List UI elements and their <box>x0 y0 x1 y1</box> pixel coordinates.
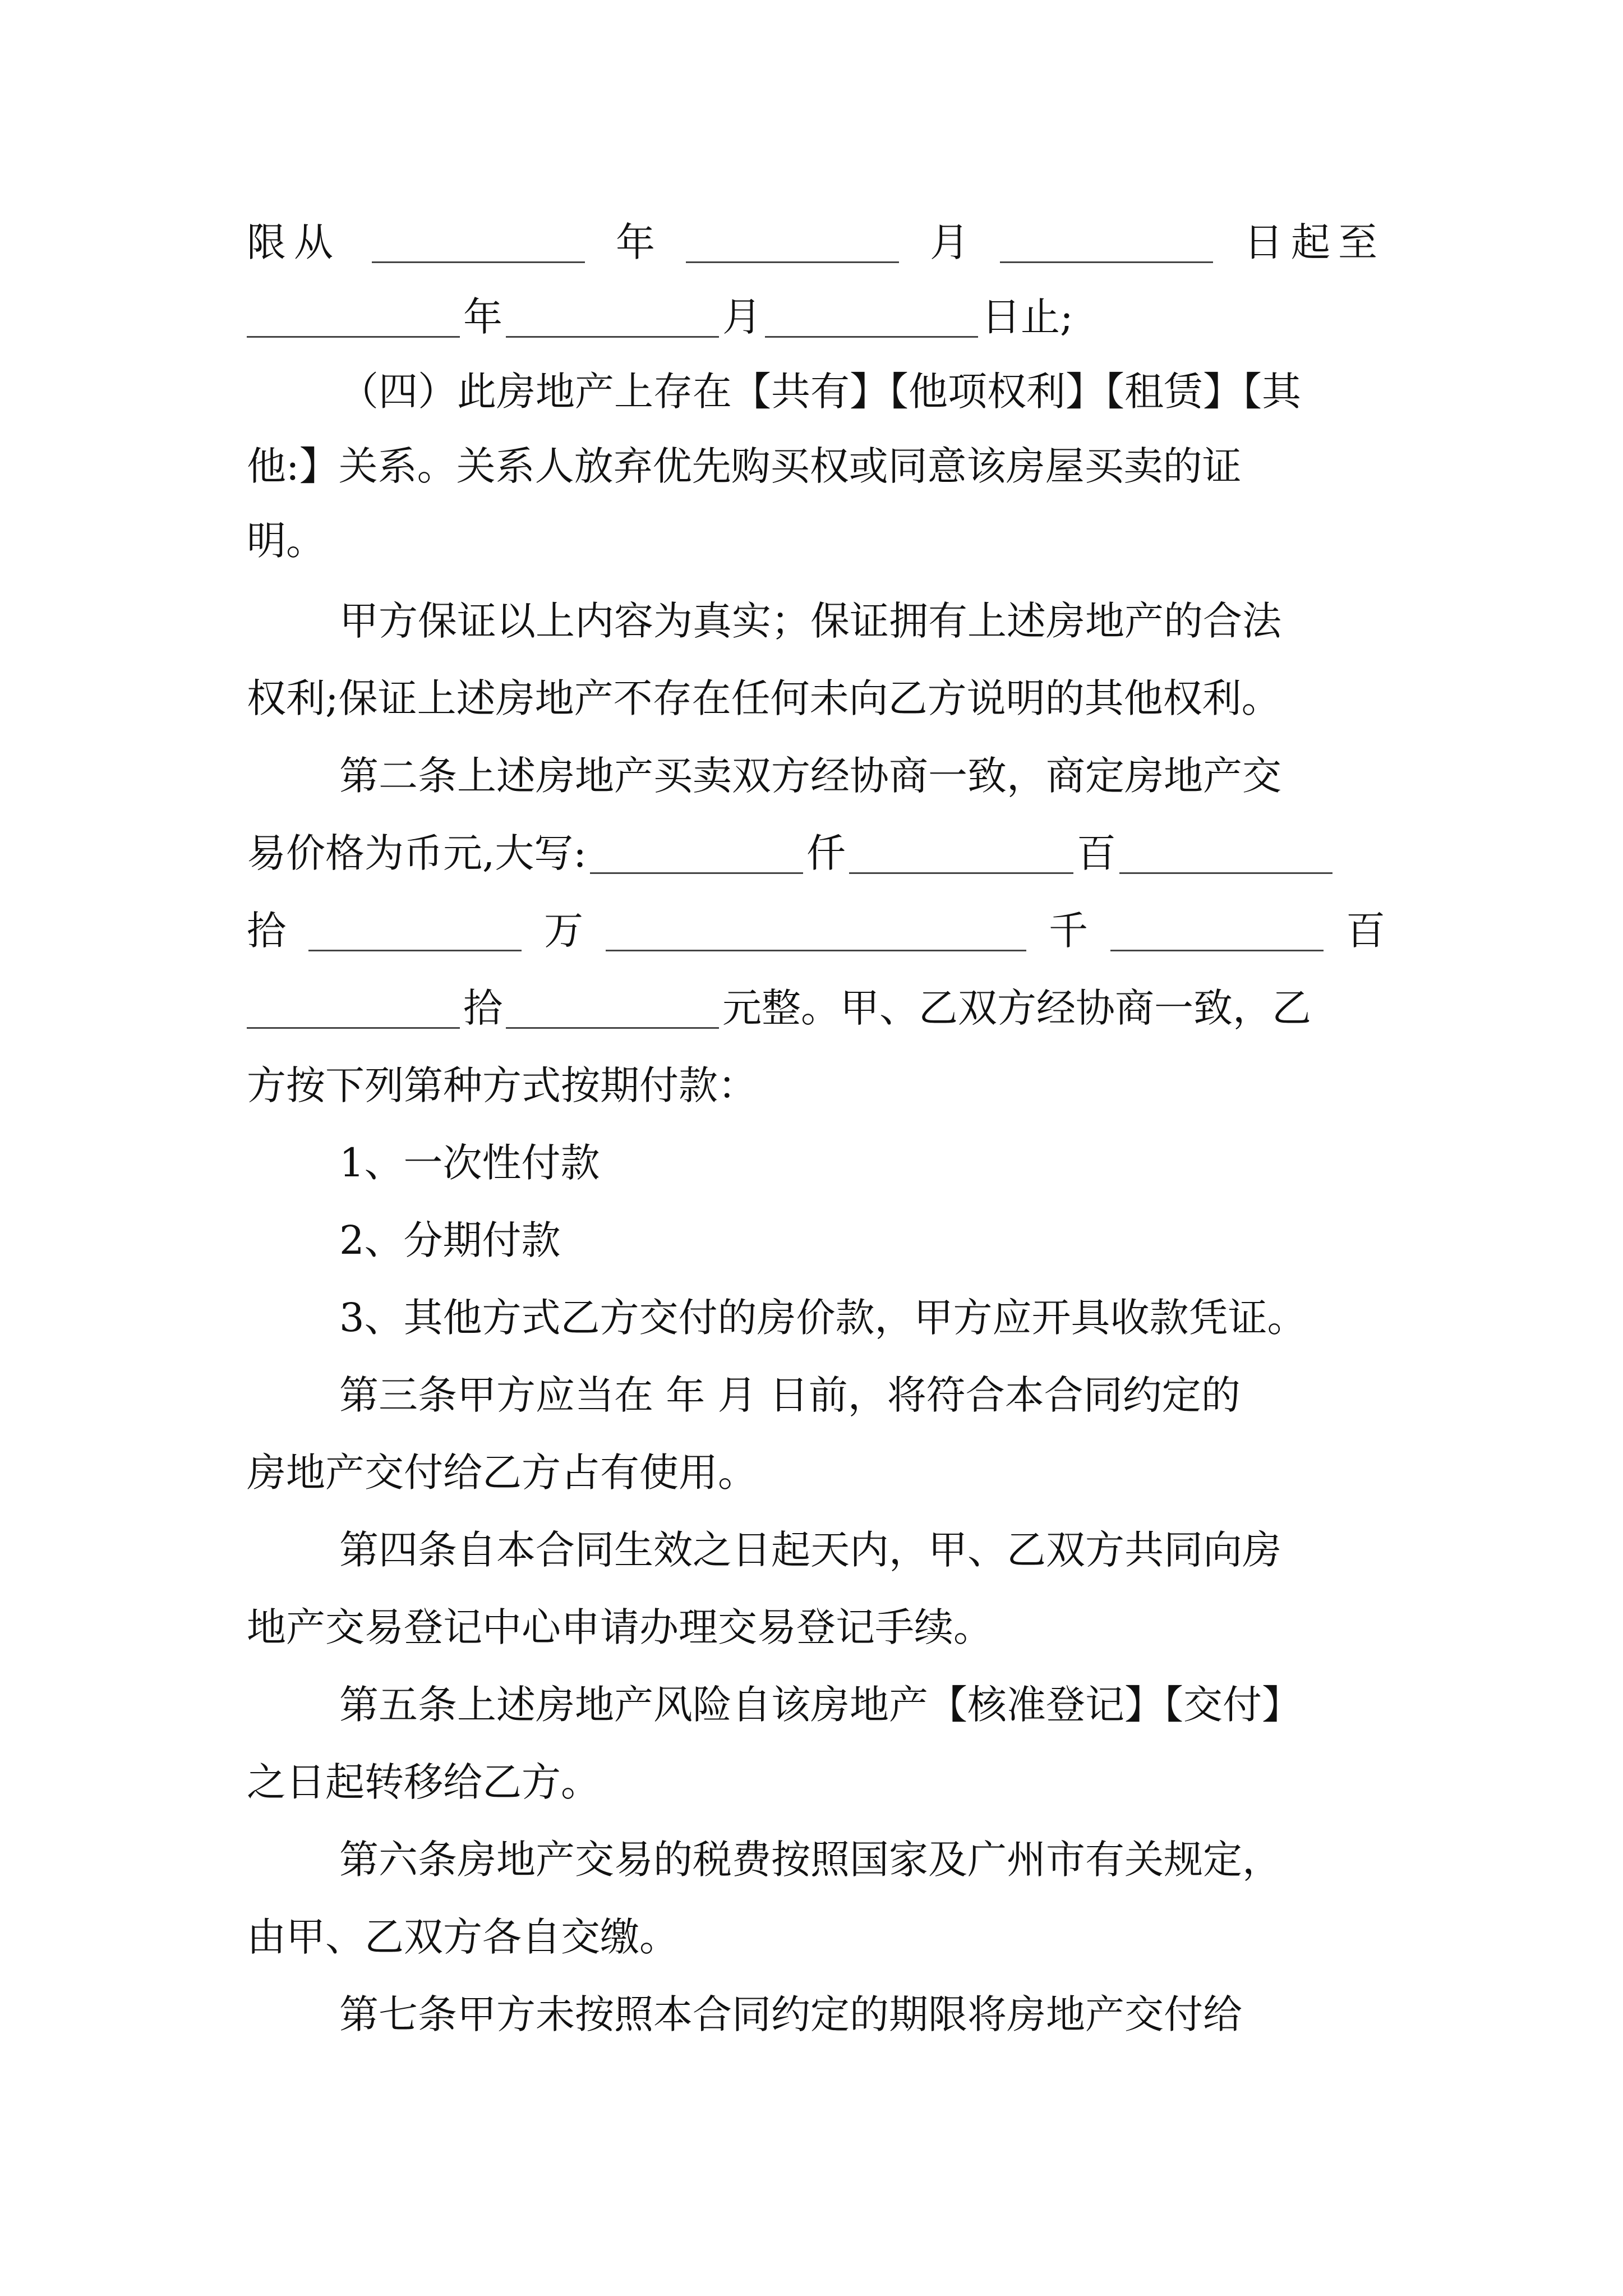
paragraph-text: 之日起转移给乙方。 <box>247 1759 600 1805</box>
price-shi2-blank[interactable] <box>506 988 719 1029</box>
text-segment: 拾 <box>463 985 502 1031</box>
payment-option-1 <box>339 1132 1385 1194</box>
price-wan2-blank[interactable] <box>606 910 1026 951</box>
text-segment: 月 <box>722 294 762 340</box>
article-2-heading-line <box>339 745 1385 807</box>
text-segment: 万 <box>544 908 583 954</box>
paragraph-text: 权利;保证上述房地产不存在任何未向乙方说明的其他权利。 <box>247 675 1281 721</box>
text-segment: 年 <box>616 219 655 265</box>
text-segment: 日止; <box>981 294 1073 340</box>
paragraph-text: （四）此房地产上存在【共有】【他项权利】【租赁】【其 <box>339 369 1301 415</box>
price-wan-blank[interactable] <box>590 833 803 874</box>
paragraph-text: 第五条上述房地产风险自该房地产【核准登记】【交付】 <box>339 1682 1301 1728</box>
date-range-start-line <box>247 211 1385 273</box>
end-year-blank[interactable] <box>247 297 460 338</box>
paragraph-text: 地产交易登记中心申请办理交易登记手续。 <box>247 1604 993 1650</box>
price-words-line <box>247 900 1385 961</box>
paragraph-text: 第三条甲方应当在 年 月 日前，将符合本合同约定的 <box>339 1372 1241 1418</box>
paragraph-line <box>247 510 1385 572</box>
paragraph-line <box>247 1906 1385 1968</box>
text-segment: 限从 <box>247 219 341 265</box>
start-month-blank[interactable] <box>686 222 899 263</box>
article-7-line <box>339 1984 1385 2045</box>
paragraph-text: 甲方保证以上内容为真实；保证拥有上述房地产的合法 <box>339 598 1281 644</box>
start-year-blank[interactable] <box>372 222 585 263</box>
text-segment: 易价格为币元,大写: <box>247 830 587 876</box>
paragraph-text: 他:】关系。关系人放弃优先购买权或同意该房屋买卖的证 <box>247 443 1242 489</box>
paragraph-text: 房地产交付给乙方占有使用。 <box>247 1450 757 1496</box>
price-words-line <box>247 977 1385 1039</box>
start-day-blank[interactable] <box>1000 222 1213 263</box>
paragraph-text: 方按下列第种方式按期付款： <box>247 1062 757 1108</box>
list-item-text: 2、分期付款 <box>339 1217 561 1263</box>
end-month-blank[interactable] <box>506 297 719 338</box>
text-segment: 百 <box>1076 830 1116 876</box>
article-5-line <box>339 1674 1385 1736</box>
article-6-line <box>339 1829 1385 1890</box>
paragraph-line <box>247 1055 1385 1116</box>
paragraph-text: 第七条甲方未按照本合同约定的期限将房地产交付给 <box>339 1991 1242 2037</box>
end-day-blank[interactable] <box>765 297 978 338</box>
paragraph-line <box>247 668 1385 729</box>
paragraph-line <box>247 1442 1385 1503</box>
price-bai2-blank[interactable] <box>247 988 460 1029</box>
text-segment: 千 <box>1049 908 1088 954</box>
text-segment: 年 <box>463 294 502 340</box>
paragraph-line <box>247 1596 1385 1658</box>
paragraph-text: 第六条房地产交易的税费按照国家及广州市有关规定， <box>339 1837 1281 1883</box>
text-segment: 拾 <box>247 908 286 954</box>
paragraph-text: 由甲、乙双方各自交缴。 <box>247 1914 679 1960</box>
price-bai-blank[interactable] <box>1119 833 1332 874</box>
paragraph-text: 明。 <box>247 518 325 564</box>
price-shi-blank[interactable] <box>308 910 522 951</box>
price-words-line <box>247 822 1385 884</box>
date-range-end-line <box>247 286 1385 348</box>
text-segment: 月 <box>930 219 969 265</box>
paragraph-line <box>247 1751 1385 1813</box>
text-segment: 元整。甲、乙双方经协商一致，乙 <box>722 985 1311 1031</box>
payment-option-2 <box>339 1209 1385 1271</box>
price-qian-blank[interactable] <box>849 833 1073 874</box>
list-item-text: 3、其他方式乙方交付的房价款，甲方应开具收款凭证。 <box>339 1295 1307 1341</box>
paragraph-line <box>339 361 1385 422</box>
article-4-line <box>339 1519 1385 1581</box>
list-item-text: 1、一次性付款 <box>339 1140 600 1186</box>
text-segment: 仟 <box>806 830 846 876</box>
article-3-line <box>339 1364 1385 1426</box>
paragraph-line <box>339 590 1385 652</box>
price-qian2-blank[interactable] <box>1110 910 1324 951</box>
paragraph-text: 第四条自本合同生效之日起天内，甲、乙双方共同向房 <box>339 1527 1281 1573</box>
text-segment: 日起至 <box>1244 219 1385 265</box>
paragraph-text: 第二条上述房地产买卖双方经协商一致，商定房地产交 <box>339 753 1281 799</box>
text-segment: 百 <box>1346 908 1385 954</box>
paragraph-line <box>247 435 1385 497</box>
payment-option-3 <box>339 1287 1385 1349</box>
